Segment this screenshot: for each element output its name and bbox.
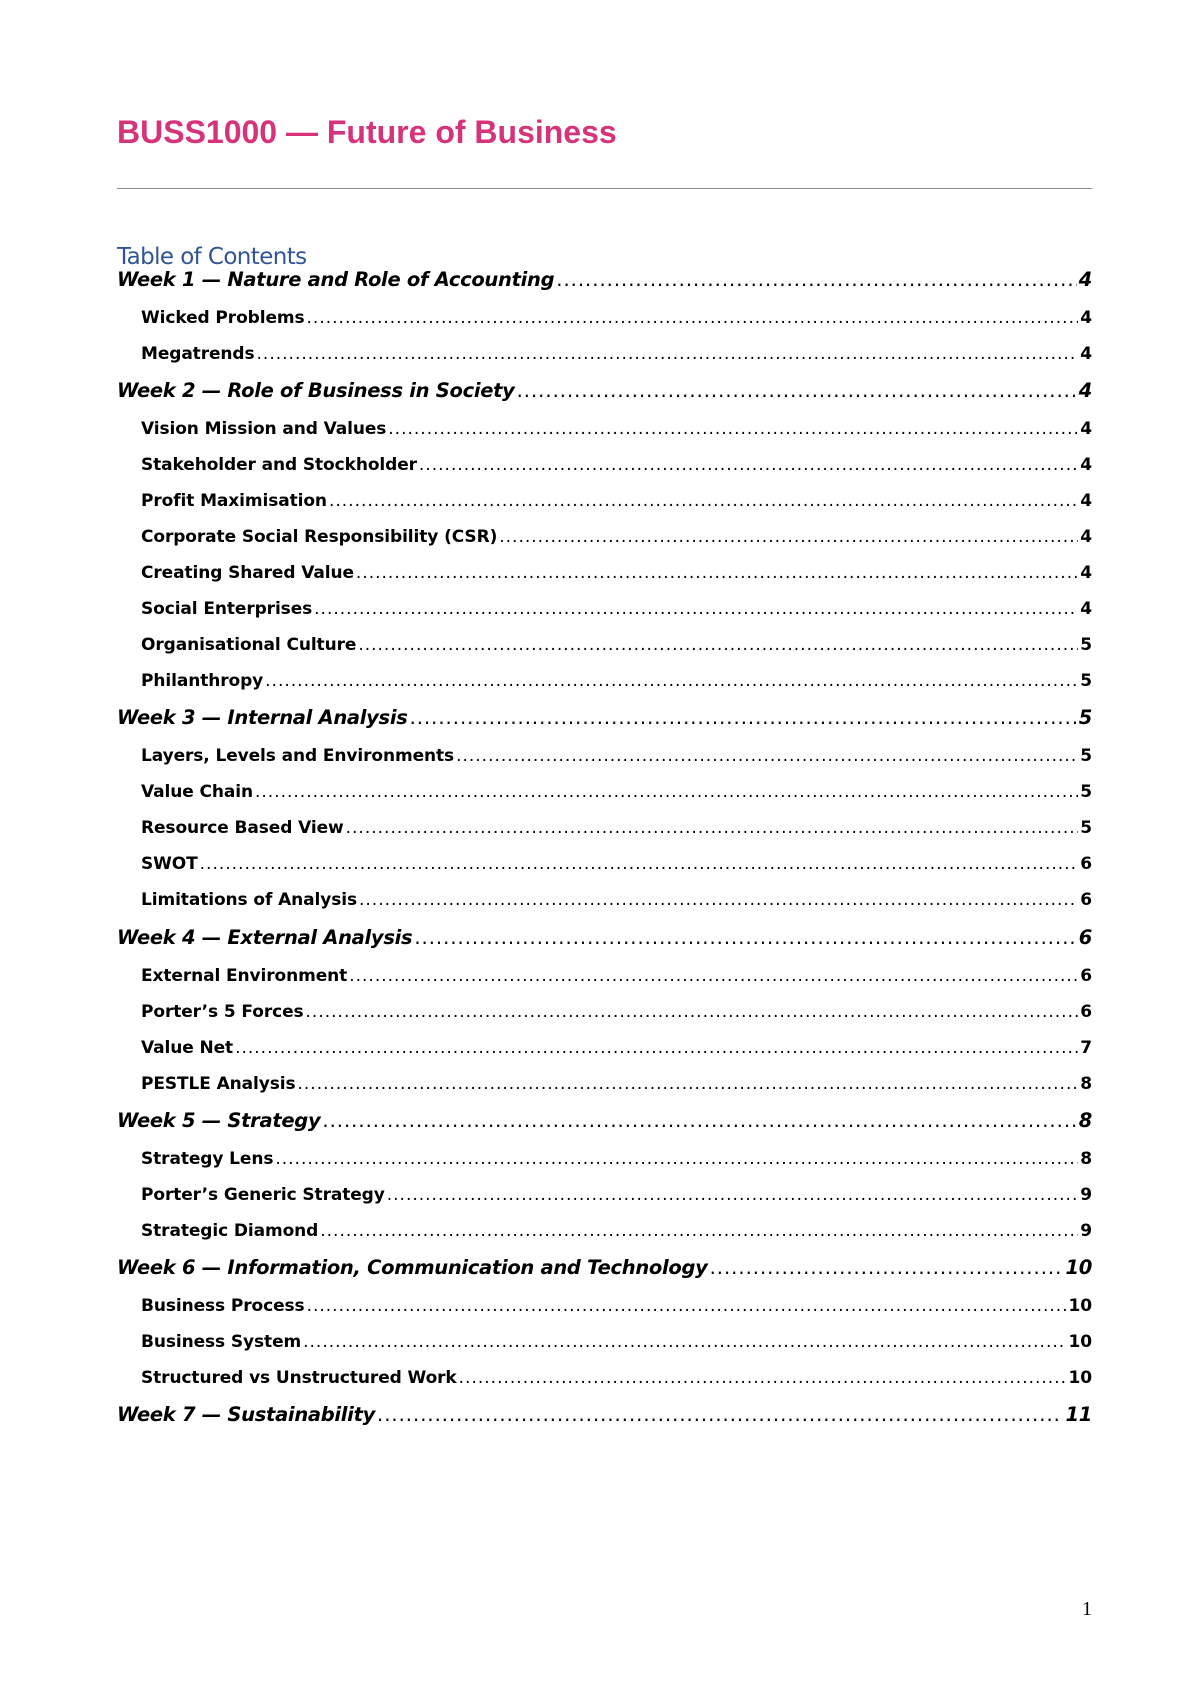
toc-entry-page: 4 xyxy=(1078,268,1092,291)
toc-entry-topic[interactable] xyxy=(117,1332,1092,1356)
toc-entry-topic[interactable] xyxy=(117,599,1092,623)
toc-entry-page: 5 xyxy=(1080,818,1092,838)
dot-leader xyxy=(329,491,1078,511)
toc-entry-topic[interactable] xyxy=(117,854,1092,878)
toc-entry-topic[interactable] xyxy=(117,890,1092,914)
toc-entry-topic[interactable] xyxy=(117,1002,1092,1026)
toc-entry-title: Resource Based View xyxy=(141,818,344,838)
toc-entry-title: Business Process xyxy=(141,1296,305,1316)
dot-leader xyxy=(414,926,1076,949)
toc-entry-page: 4 xyxy=(1078,379,1092,402)
dot-leader xyxy=(257,344,1079,364)
toc-entry-title: Week 1 — Nature and Role of Accounting xyxy=(117,268,555,291)
dot-leader xyxy=(358,635,1078,655)
toc-entry-topic[interactable] xyxy=(117,818,1092,842)
toc-entry-page: 4 xyxy=(1080,455,1092,475)
toc-entry-page: 6 xyxy=(1080,1002,1092,1022)
toc-entry-title: Social Enterprises xyxy=(141,599,313,619)
toc-entry-topic[interactable] xyxy=(117,527,1092,551)
dot-leader xyxy=(346,818,1079,838)
toc-entry-title: Vision Mission and Values xyxy=(141,419,387,439)
toc-entry-title: Profit Maximisation xyxy=(141,491,327,511)
dot-leader xyxy=(459,1368,1067,1388)
toc-entry-page: 4 xyxy=(1080,419,1092,439)
toc-entry-page: 4 xyxy=(1080,527,1092,547)
toc-entry-topic[interactable] xyxy=(117,671,1092,695)
toc-entry-topic[interactable] xyxy=(117,419,1092,443)
toc-entry-title: SWOT xyxy=(141,854,198,874)
toc-entry-topic[interactable] xyxy=(117,1038,1092,1062)
dot-leader xyxy=(322,1109,1076,1132)
toc-entry-page: 6 xyxy=(1080,890,1092,910)
toc-entry-title: Week 7 — Sustainability xyxy=(117,1403,375,1426)
toc-entry-topic[interactable] xyxy=(117,1368,1092,1392)
dot-leader xyxy=(710,1256,1064,1279)
toc-entry-title: Week 5 — Strategy xyxy=(117,1109,321,1132)
dot-leader xyxy=(200,854,1079,874)
toc-entry-week[interactable] xyxy=(117,1109,1092,1137)
toc-entry-topic[interactable] xyxy=(117,455,1092,479)
dot-leader xyxy=(517,379,1077,402)
toc-entry-title: Value Chain xyxy=(141,782,253,802)
dot-leader xyxy=(387,1185,1079,1205)
dot-leader xyxy=(356,563,1078,583)
toc-entry-title: Week 6 — Information, Communication and Technology xyxy=(117,1256,708,1279)
page-number: 1 xyxy=(1082,1598,1092,1620)
toc-entry-page: 4 xyxy=(1080,599,1092,619)
table-of-contents xyxy=(117,0,1092,1696)
toc-entry-page: 9 xyxy=(1080,1185,1092,1205)
toc-entry-title: Wicked Problems xyxy=(141,308,305,328)
dot-leader xyxy=(556,268,1076,291)
dot-leader xyxy=(265,671,1078,691)
toc-entry-topic[interactable] xyxy=(117,308,1092,332)
toc-entry-page: 5 xyxy=(1080,671,1092,691)
toc-entry-week[interactable] xyxy=(117,379,1092,407)
toc-entry-title: PESTLE Analysis xyxy=(141,1074,296,1094)
toc-entry-page: 10 xyxy=(1065,1256,1092,1279)
dot-leader xyxy=(306,1002,1079,1022)
toc-entry-title: Strategy Lens xyxy=(141,1149,274,1169)
toc-entry-title: Stakeholder and Stockholder xyxy=(141,455,417,475)
dot-leader xyxy=(410,706,1077,729)
toc-entry-topic[interactable] xyxy=(117,1221,1092,1245)
dot-leader xyxy=(320,1221,1078,1241)
toc-entry-page: 5 xyxy=(1080,746,1092,766)
toc-entry-page: 6 xyxy=(1080,854,1092,874)
toc-entry-title: Structured vs Unstructured Work xyxy=(141,1368,457,1388)
toc-entry-week[interactable] xyxy=(117,268,1092,296)
toc-entry-topic[interactable] xyxy=(117,491,1092,515)
toc-entry-title: Week 2 — Role of Business in Society xyxy=(117,379,515,402)
toc-entry-topic[interactable] xyxy=(117,746,1092,770)
toc-entry-title: Megatrends xyxy=(141,344,255,364)
toc-entry-topic[interactable] xyxy=(117,966,1092,990)
toc-entry-page: 10 xyxy=(1068,1332,1092,1352)
dot-leader xyxy=(419,455,1078,475)
toc-entry-title: Porter’s 5 Forces xyxy=(141,1002,304,1022)
toc-entry-topic[interactable] xyxy=(117,1185,1092,1209)
toc-entry-topic[interactable] xyxy=(117,1149,1092,1173)
toc-entry-title: Porter’s Generic Strategy xyxy=(141,1185,385,1205)
dot-leader xyxy=(314,599,1078,619)
toc-entry-page: 4 xyxy=(1080,308,1092,328)
toc-heading: Table of Contents xyxy=(117,244,307,270)
dot-leader xyxy=(349,966,1078,986)
toc-entry-topic[interactable] xyxy=(117,344,1092,368)
dot-leader xyxy=(456,746,1078,766)
dot-leader xyxy=(307,1296,1067,1316)
toc-entry-week[interactable] xyxy=(117,926,1092,954)
toc-entry-week[interactable] xyxy=(117,1403,1092,1431)
toc-entry-title: Creating Shared Value xyxy=(141,563,354,583)
toc-entry-page: 8 xyxy=(1080,1149,1092,1169)
toc-entry-topic[interactable] xyxy=(117,563,1092,587)
toc-entry-page: 5 xyxy=(1080,782,1092,802)
toc-entry-title: Layers, Levels and Environments xyxy=(141,746,455,766)
dot-leader xyxy=(235,1038,1078,1058)
dot-leader xyxy=(377,1403,1063,1426)
dot-leader xyxy=(307,308,1079,328)
toc-entry-topic[interactable] xyxy=(117,635,1092,659)
document-title: BUSS1000 — Future of Business xyxy=(117,114,617,150)
toc-entry-title: Value Net xyxy=(141,1038,234,1058)
toc-entry-title: Limitations of Analysis xyxy=(141,890,357,910)
dot-leader xyxy=(297,1074,1078,1094)
toc-entry-page: 6 xyxy=(1080,966,1092,986)
toc-entry-page: 7 xyxy=(1080,1038,1092,1058)
toc-entry-title: Business System xyxy=(141,1332,302,1352)
toc-entry-page: 4 xyxy=(1080,563,1092,583)
toc-entry-page: 10 xyxy=(1068,1368,1092,1388)
toc-entry-topic[interactable] xyxy=(117,1074,1092,1098)
dot-leader xyxy=(499,527,1078,547)
toc-entry-topic[interactable] xyxy=(117,782,1092,806)
dot-leader xyxy=(275,1149,1078,1169)
dot-leader xyxy=(359,890,1078,910)
toc-entry-week[interactable] xyxy=(117,1256,1092,1284)
toc-entry-page: 4 xyxy=(1080,491,1092,511)
toc-entry-page: 8 xyxy=(1080,1074,1092,1094)
toc-entry-title: Week 3 — Internal Analysis xyxy=(117,706,408,729)
toc-entry-title: Philanthropy xyxy=(141,671,264,691)
toc-entry-topic[interactable] xyxy=(117,1296,1092,1320)
toc-entry-page: 8 xyxy=(1078,1109,1092,1132)
toc-entry-title: Strategic Diamond xyxy=(141,1221,319,1241)
toc-entry-title: Corporate Social Responsibility (CSR) xyxy=(141,527,498,547)
toc-entry-page: 10 xyxy=(1068,1296,1092,1316)
toc-entry-page: 5 xyxy=(1080,635,1092,655)
toc-entry-page: 5 xyxy=(1078,706,1092,729)
toc-entry-page: 4 xyxy=(1080,344,1092,364)
toc-entry-week[interactable] xyxy=(117,706,1092,734)
toc-entry-title: External Environment xyxy=(141,966,348,986)
toc-entry-title: Organisational Culture xyxy=(141,635,357,655)
dot-leader xyxy=(388,419,1078,439)
toc-entry-title: Week 4 — External Analysis xyxy=(117,926,413,949)
dot-leader xyxy=(303,1332,1066,1352)
toc-entry-page: 11 xyxy=(1065,1403,1092,1426)
dot-leader xyxy=(255,782,1078,802)
toc-entry-page: 6 xyxy=(1078,926,1092,949)
toc-entry-page: 9 xyxy=(1080,1221,1092,1241)
